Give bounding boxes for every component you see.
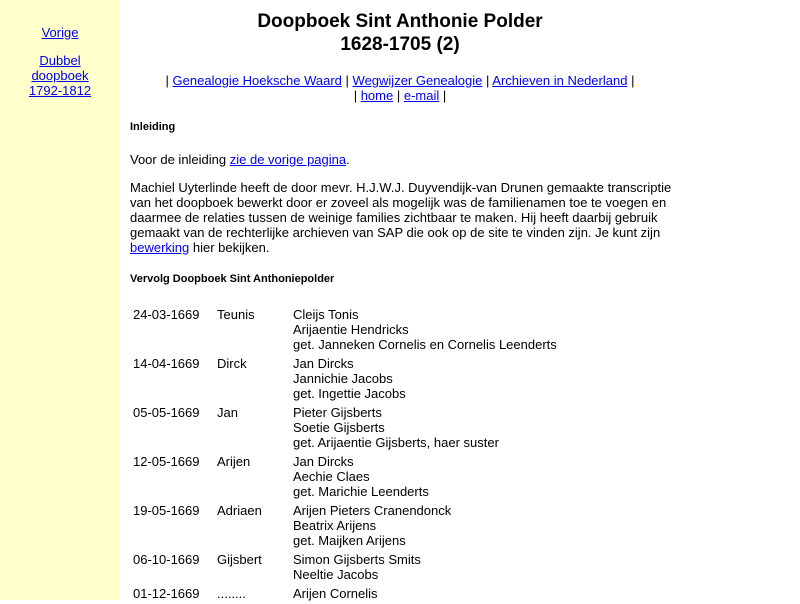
dubbel-doopboek-link[interactable]	[0, 53, 120, 98]
parents-witnesses	[292, 585, 558, 602]
parents-witnesses	[292, 355, 558, 402]
witnesses: get. Arijaentie Gijsberts, haer suster	[293, 435, 499, 450]
text: .	[346, 152, 350, 167]
mother: Beatrix Arijens	[293, 518, 377, 533]
records-heading: Vervolg Doopboek Sint Anthoniepolder	[130, 273, 335, 285]
child-name: Adriaen	[217, 503, 262, 518]
parents-witnesses	[292, 453, 558, 500]
intro-paragraph-2	[130, 180, 675, 255]
sidebar	[0, 0, 120, 600]
parents-witnesses	[292, 551, 558, 583]
mother: Jannichie Jacobs	[293, 371, 393, 386]
table-row	[132, 355, 558, 402]
text: hier bekijken.	[189, 240, 270, 255]
table-row	[132, 551, 558, 583]
father: Simon Gijsberts Smits	[293, 552, 421, 567]
parents-witnesses	[292, 404, 558, 451]
father: Pieter Gijsberts	[293, 405, 382, 420]
father: Cleijs Tonis	[293, 307, 359, 322]
father: Arijen Pieters Cranendonck	[293, 503, 452, 518]
link-line: doopboek	[31, 68, 89, 83]
title-line-2: 1628-1705 (2)	[340, 34, 460, 55]
intro-heading: Inleiding	[130, 121, 176, 133]
text: Voor de inleiding	[130, 152, 230, 167]
nav-home[interactable]: home	[360, 88, 394, 103]
text: Machiel Uyterlinde heeft de door mevr. H.J.W.J. Duyvendijk-van Drunen gemaakte transcriptie van het doopboek bewerkt door er zoveel als mogelijk was de familienamen toe te voegen en daarmee de relaties tussen de weinige families zichtbaar te maken. Hij heeft daarbij gebruik gemaakt van de rechterlijke archieven van SAP die ook op de site te vinden zijn. Je kunt zijn	[130, 180, 672, 240]
parents-witnesses	[292, 306, 558, 353]
witnesses: get. Janneken Cornelis en Cornelis Leenderts	[293, 337, 557, 352]
father: Arijen Cornelis	[293, 586, 378, 601]
separator: |	[345, 73, 349, 88]
nav-genealogie-hoeksche-waard[interactable]: Genealogie Hoeksche Waard	[172, 73, 342, 88]
previous-page-intro-link[interactable]: zie de vorige pagina	[229, 152, 347, 167]
nav-links	[130, 73, 670, 103]
separator: |	[442, 88, 447, 103]
separator: |	[353, 88, 358, 103]
table-row	[132, 585, 558, 602]
link-line: Dubbel	[39, 53, 81, 68]
father: Jan Dircks	[293, 454, 354, 469]
separator: |	[631, 73, 635, 88]
table-row	[132, 306, 558, 353]
previous-page-link[interactable]: Vorige	[41, 25, 79, 40]
child-name: Teunis	[217, 307, 255, 322]
child-name: ........	[217, 586, 246, 601]
baptism-date: 14-04-1669	[133, 356, 200, 371]
baptism-date: 12-05-1669	[133, 454, 200, 469]
child-name: Dirck	[217, 356, 247, 371]
separator: |	[165, 73, 169, 88]
title-line-1: Doopboek Sint Anthonie Polder	[257, 11, 543, 32]
nav-email[interactable]: e-mail	[403, 88, 440, 103]
table-row	[132, 404, 558, 451]
separator: |	[396, 88, 401, 103]
link-line: 1792-1812	[28, 83, 92, 98]
witnesses: get. Ingettie Jacobs	[293, 386, 406, 401]
mother: Soetie Gijsberts	[293, 420, 385, 435]
mother: Arijaentie Hendricks	[293, 322, 409, 337]
baptism-date: 06-10-1669	[133, 552, 200, 567]
table-row	[132, 502, 558, 549]
baptism-records-table	[130, 304, 560, 604]
witnesses: get. Maijken Arijens	[293, 533, 406, 548]
separator: |	[486, 73, 490, 88]
intro-paragraph-1	[130, 152, 675, 167]
witnesses: get. Marichie Leenderts	[293, 484, 429, 499]
child-name: Jan	[217, 405, 238, 420]
baptism-date: 24-03-1669	[133, 307, 200, 322]
baptism-date: 01-12-1669	[133, 586, 200, 601]
parents-witnesses	[292, 502, 558, 549]
nav-archieven-in-nederland[interactable]: Archieven in Nederland	[492, 73, 628, 88]
child-name: Gijsbert	[217, 552, 262, 567]
mother: Neeltie Jacobs	[293, 567, 379, 582]
father: Jan Dircks	[293, 356, 354, 371]
nav-wegwijzer-genealogie[interactable]: Wegwijzer Genealogie	[352, 73, 483, 88]
mother: Aechie Claes	[293, 469, 370, 484]
page-title	[130, 10, 670, 56]
baptism-date: 19-05-1669	[133, 503, 200, 518]
bewerking-link[interactable]: bewerking	[130, 240, 190, 255]
table-row	[132, 453, 558, 500]
child-name: Arijen	[217, 454, 251, 469]
baptism-date: 05-05-1669	[133, 405, 200, 420]
